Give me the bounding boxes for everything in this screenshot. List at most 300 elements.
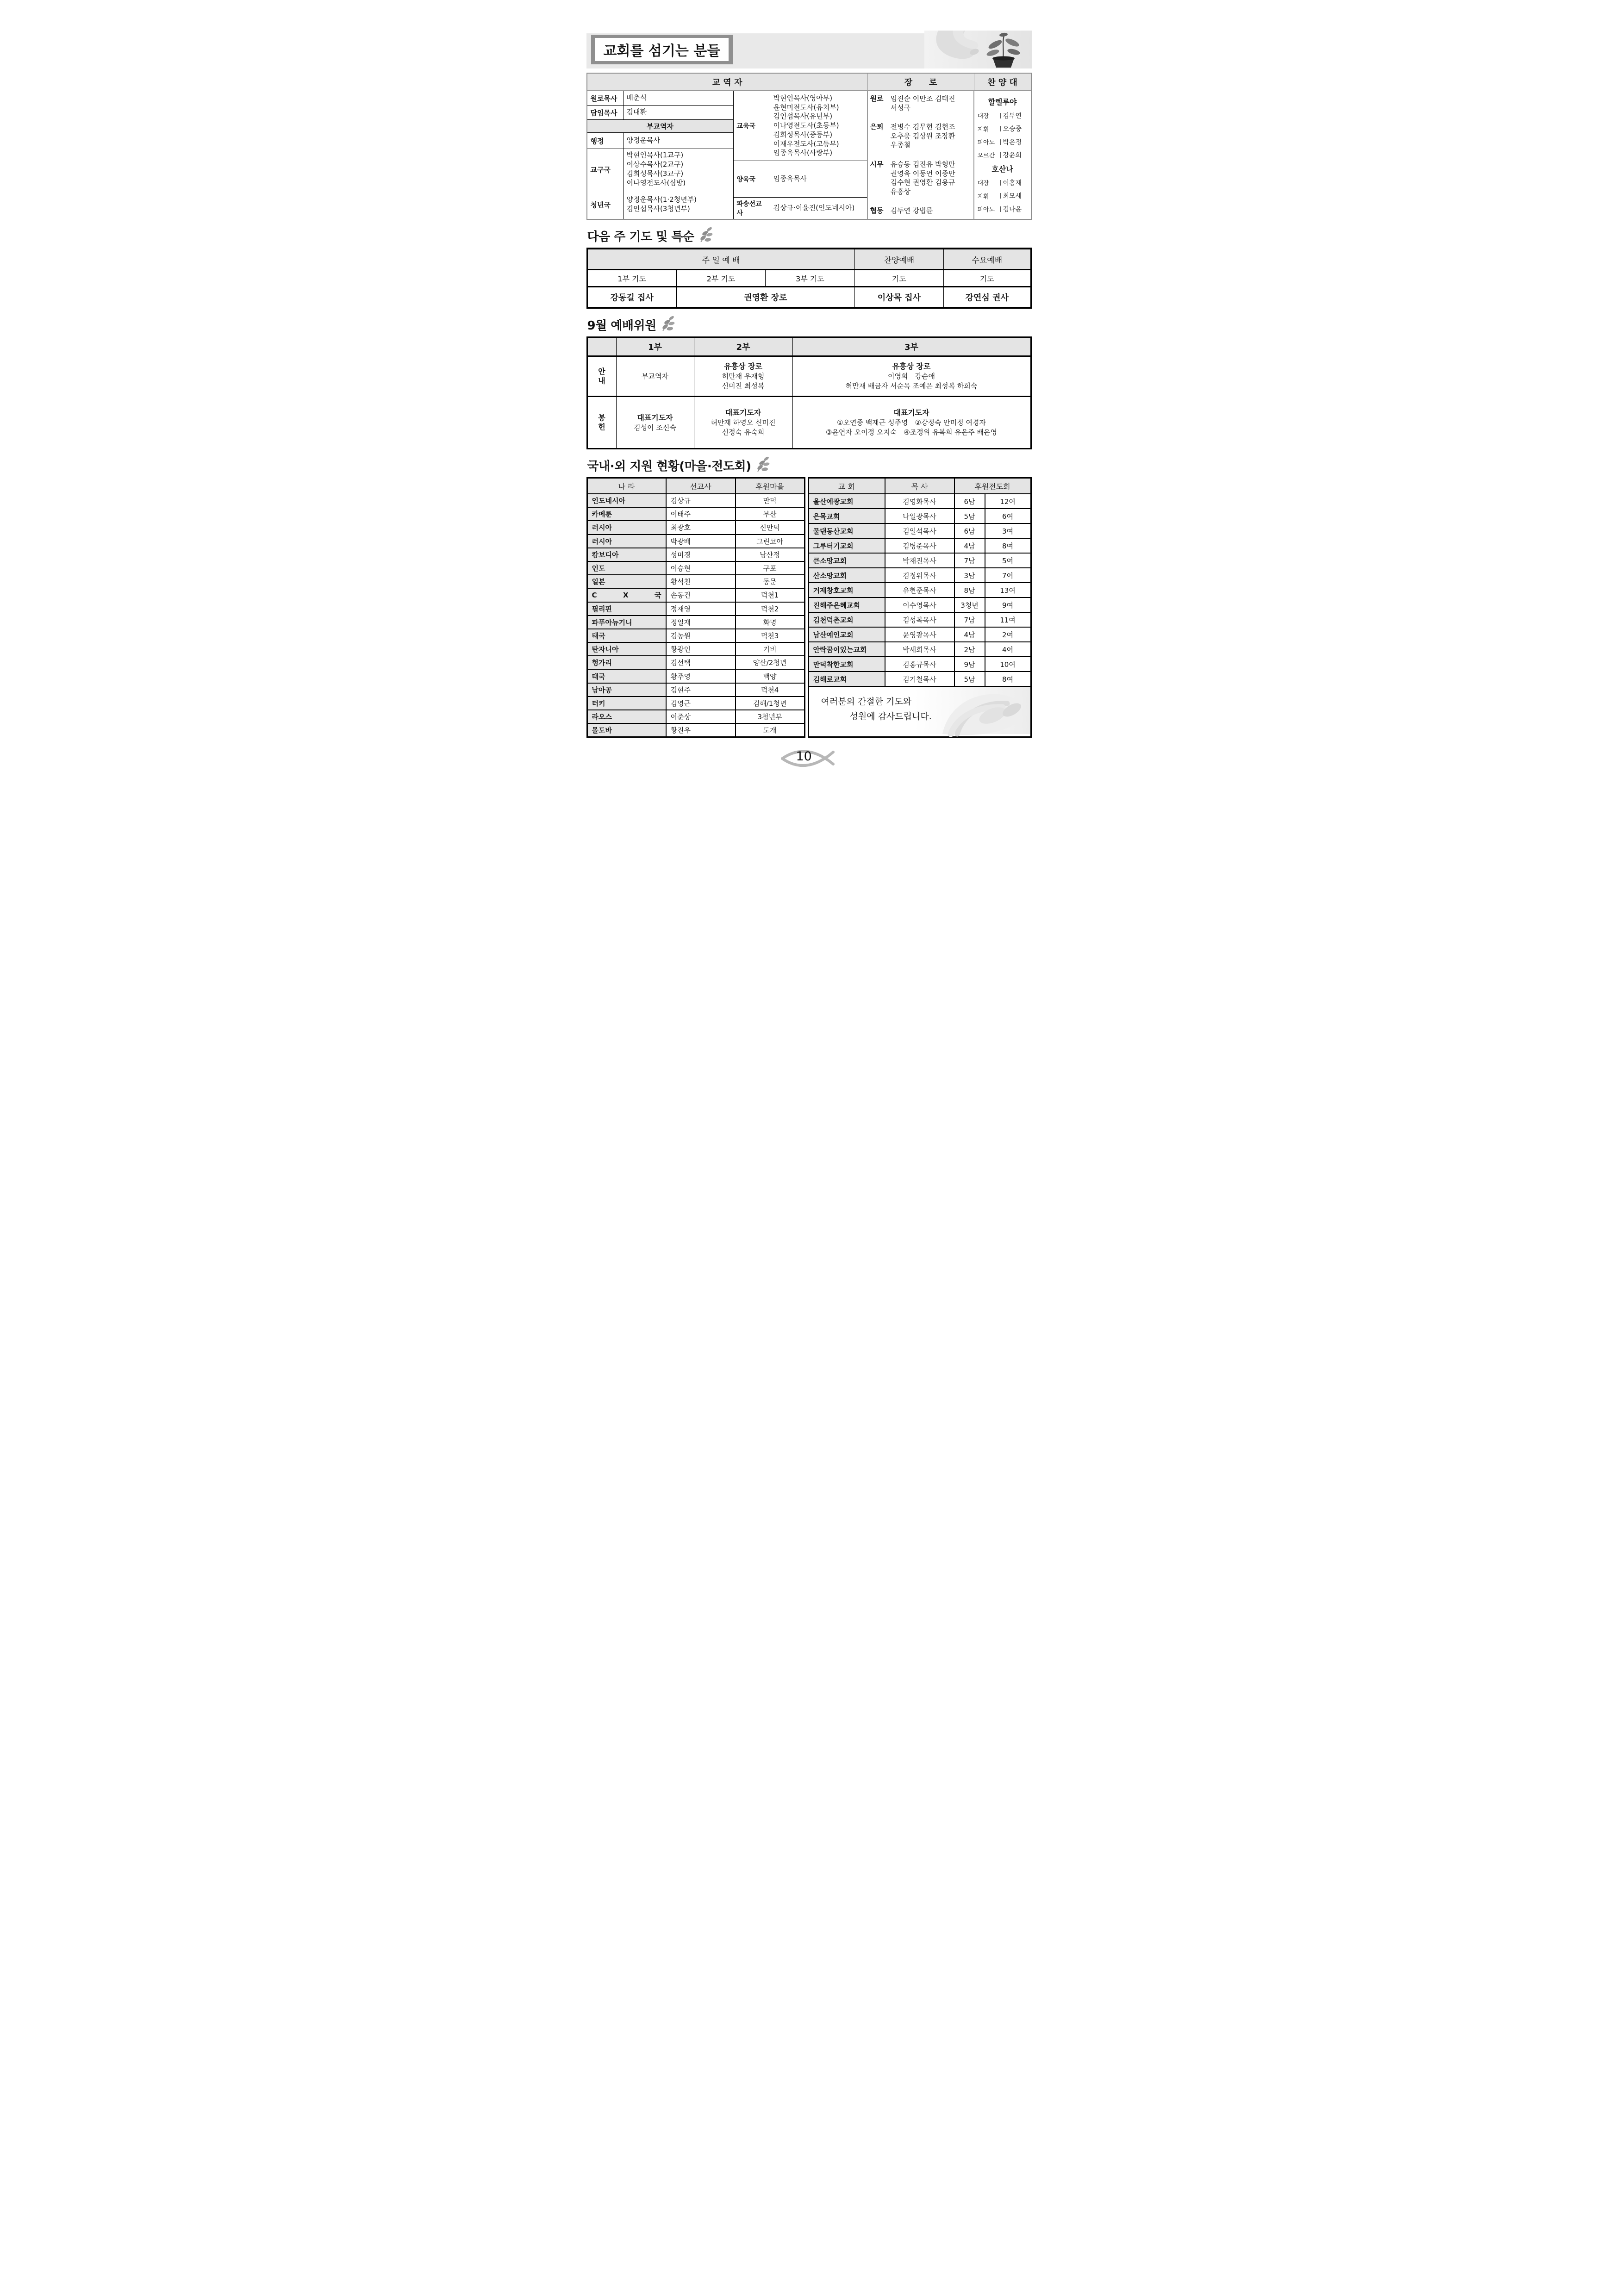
missionary-text: 박광배 [670, 537, 691, 546]
women-group-cell: 2여 [1002, 630, 1014, 639]
row-value [624, 149, 733, 190]
elder-group [870, 94, 971, 112]
church-text: 안락꿈이있는교회 [813, 645, 867, 654]
page-title: 교회를 섬기는 분들 [595, 38, 729, 61]
value-text: 양정운목사 [626, 136, 660, 145]
missionary-cell [667, 575, 736, 588]
thanks-line: 성원에 감사드립니다. [849, 711, 932, 722]
church-text: 은목교회 [813, 512, 840, 521]
missionary-header: 선교사 [667, 479, 736, 493]
label-text: 양육국 [736, 176, 756, 183]
country-text: 인도 [592, 564, 605, 573]
village-cell: 덕천4 [761, 685, 779, 694]
divider [1000, 152, 1001, 158]
row-label [587, 133, 624, 149]
church-cell [809, 554, 885, 567]
table-row [809, 554, 1030, 568]
part1-prayer-header: 1부 기도 [588, 270, 677, 286]
men-group-cell: 4남 [955, 628, 985, 641]
church-text: 그루터기교회 [813, 541, 854, 550]
choir-role-label: 지휘 [977, 193, 989, 200]
choir-member-name: 박은정 [1003, 138, 1022, 146]
staff-table-body [587, 91, 1031, 219]
table-row [809, 598, 1030, 613]
missionary-cell [667, 710, 736, 723]
village-cell: 화명 [763, 618, 777, 627]
country-text: 태국 [592, 672, 605, 681]
row-label [587, 149, 624, 190]
missionary-text: 황광인 [670, 645, 691, 654]
elder-group-label: 시무 [870, 160, 884, 169]
choir-group-name: 호산나 [991, 165, 1013, 174]
label-text: 원로목사 [590, 94, 617, 103]
praise-worship-header: 찬양예배 [855, 249, 944, 269]
value-line: 김인섭목사(3청년부) [626, 205, 690, 213]
village-cell: 3청년부 [757, 713, 782, 722]
part2-prayer-header: 2부 기도 [677, 270, 766, 286]
men-group-cell: 6남 [955, 524, 985, 538]
pastor-cell: 유현준목사 [885, 583, 955, 597]
choir-role-label: 피아노 [977, 206, 995, 214]
missionary-cell [667, 724, 736, 736]
guide-row [588, 357, 1030, 397]
choir-role-label: 대장 [977, 113, 989, 120]
choir-role-row [975, 191, 1030, 200]
pastor-cell: 나일광목사 [885, 509, 955, 523]
country-text: 터키 [592, 699, 605, 708]
country-text: 일본 [592, 578, 605, 586]
part2-header: 2부 [694, 338, 793, 355]
table-row [809, 672, 1030, 687]
row-value [624, 133, 733, 149]
men-group-cell: 5남 [955, 509, 985, 523]
cell-line: 부교역자 [642, 372, 668, 380]
label-text: 안내 [598, 367, 605, 385]
elder-group-label: 협동 [870, 206, 884, 215]
village-cell: 그린코아 [756, 537, 783, 546]
missionary-cell [667, 616, 736, 628]
country-text: 카메룬 [592, 510, 612, 519]
choir-member-name: 김두연 [1003, 112, 1022, 120]
choir-group-name: 할렐루야 [988, 98, 1017, 107]
choir-role-row [975, 111, 1030, 120]
elder-group [870, 160, 971, 196]
thanks-text [809, 687, 1030, 724]
hand-plant-photo [924, 31, 1032, 68]
men-group-cell: 6남 [955, 494, 985, 508]
country-text: 필리핀 [592, 604, 612, 613]
elders-header: 장 로 [868, 74, 974, 90]
missionary-text: 황진우 [670, 726, 691, 735]
women-group-cell: 13여 [1000, 586, 1016, 595]
section-title-text: 다음 주 기도 및 특순 [587, 230, 694, 244]
elder-group-label: 원로 [870, 94, 884, 103]
pastor-header: 목 사 [885, 479, 955, 493]
country-cell [588, 575, 667, 588]
value-line: 박현인목사(영아부) [773, 93, 833, 102]
missionary-text: 김선택 [670, 659, 691, 667]
men-group-cell: 3청년 [955, 598, 985, 612]
country-cell [588, 684, 667, 696]
choir-role-row [975, 150, 1030, 160]
choir-member-name: 강윤희 [1003, 151, 1022, 159]
divider [1000, 113, 1001, 118]
church-text: 울산예광교회 [813, 497, 854, 506]
pastor-cell: 김영화목사 [885, 494, 955, 508]
missionary-cell [667, 629, 736, 642]
september-committee-table [586, 336, 1032, 449]
missionary-cell [667, 656, 736, 669]
missionary-text: 김상규 [670, 497, 691, 505]
value-text: 임종옥목사 [773, 174, 807, 183]
country-cell [588, 710, 667, 723]
church-text: 남산예인교회 [813, 630, 854, 639]
sunday-worship-header: 주 일 예 배 [588, 249, 855, 269]
label-text: 청년국 [590, 200, 611, 209]
table-row [809, 642, 1030, 657]
women-group-cell: 8여 [1002, 541, 1014, 550]
country-cell [588, 616, 667, 628]
church-text: 거제창호교회 [813, 586, 854, 595]
row-label [587, 91, 624, 105]
table-row [588, 535, 804, 548]
part1-prayer-person: 강동길 집사 [588, 287, 677, 307]
value-line: 박현인목사(1교구) [626, 151, 684, 160]
cell-line: 허만재 하영오 신미진 [711, 418, 776, 427]
divider [1000, 206, 1001, 212]
elder-names: 김두연 강법륜 [890, 206, 933, 215]
table-row [588, 656, 804, 670]
women-group-cell: 6여 [1002, 512, 1014, 521]
table-row [809, 524, 1030, 539]
pastor-cell: 김일석목사 [885, 524, 955, 538]
country-text: 파푸아뉴기니 [592, 618, 632, 627]
missionary-text: 손동건 [670, 591, 691, 600]
cell-line: 신정숙 유숙희 [722, 428, 765, 437]
cell-head: 유흥상 장로 [724, 362, 762, 371]
women-group-cell: 3여 [1002, 527, 1014, 535]
village-cell: 덕천1 [761, 591, 779, 600]
church-cell [809, 524, 885, 538]
choir-member-name: 오승중 [1003, 125, 1022, 133]
pastor-cell: 김성복목사 [885, 613, 955, 627]
offering-row [588, 397, 1030, 448]
cell-head: 대표기도자 [725, 408, 761, 417]
value-line: 양정운목사(1·2청년부) [626, 195, 697, 204]
sponsor-group-header: 후원전도회 [974, 482, 1010, 491]
pastor-cell: 김정위목사 [885, 568, 955, 582]
missionary-text: 최광호 [670, 523, 691, 532]
table-row [588, 616, 804, 629]
country-text: 캄보디아 [592, 550, 619, 559]
country-text: 러시아 [592, 537, 612, 546]
men-group-cell: 9남 [955, 657, 985, 671]
country-header: 나 라 [588, 479, 667, 493]
choir-member-name: 김나윤 [1003, 205, 1022, 213]
choir-column [974, 91, 1031, 219]
church-text: 산소망교회 [813, 571, 847, 580]
missionary-text: 정일재 [670, 618, 691, 627]
value-text: 김대환 [626, 108, 647, 117]
missionary-text: 정재영 [670, 604, 691, 613]
bulletin-page [553, 0, 1062, 764]
church-cell [809, 642, 885, 656]
table-row [809, 613, 1030, 628]
label-text: 교구국 [590, 165, 611, 174]
table-row [809, 509, 1030, 524]
church-text: 김해로교회 [813, 675, 847, 684]
missionary-text: 황주영 [670, 672, 691, 681]
missionary-text: 김현주 [670, 685, 691, 694]
table-header-row [809, 479, 1030, 494]
table-row [588, 629, 804, 643]
page-title-box [591, 35, 733, 64]
missionary-cell [667, 508, 736, 520]
staff-table-header [587, 74, 1031, 91]
section-title-text: 국내·외 지원 현황(마을·전도회) [587, 460, 751, 473]
value-line: 김희성목사(3교구) [626, 169, 684, 178]
men-group-cell: 7남 [955, 613, 985, 627]
cell-head: 대표기도자 [893, 408, 929, 417]
village-cell: 부산 [763, 510, 777, 519]
hand-plant-illustration [924, 31, 1032, 68]
thanks-message-cell [809, 687, 1030, 734]
country-cell [588, 697, 667, 709]
country-cell [588, 629, 667, 642]
missionary-text: 이승현 [670, 564, 691, 573]
table-row [809, 539, 1030, 554]
missionary-cell [667, 603, 736, 615]
country-cell [588, 494, 667, 507]
cell-line: 허만재 배금자 서순옥 조예은 최성복 하희숙 [845, 382, 978, 391]
country-text: 러시아 [592, 523, 612, 532]
pastor-cell: 김기철목사 [885, 672, 955, 686]
leaf-icon [698, 226, 714, 243]
label-text: 담임목사 [590, 108, 617, 117]
choir-role-label: 대장 [977, 180, 989, 187]
country-cell [588, 603, 667, 615]
next-week-section-title [587, 226, 1032, 244]
country-cell [588, 508, 667, 520]
offering-part2-cell [694, 397, 793, 448]
missionary-text: 이준상 [670, 713, 691, 722]
part3-header: 3부 [904, 342, 918, 352]
wednesday-worship-header: 수요예배 [972, 255, 1003, 265]
offering-part1-cell [617, 397, 694, 448]
table-row [588, 521, 804, 535]
country-cell [588, 724, 667, 736]
part23-prayer-person: 권영환 장로 [677, 287, 855, 307]
men-group-cell: 4남 [955, 539, 985, 553]
wednesday-prayer-person: 강연심 권사 [965, 293, 1009, 303]
table-row [588, 603, 804, 616]
table-row [809, 494, 1030, 509]
praise-prayer-header: 기도 [855, 270, 944, 286]
label-text: 교육국 [736, 123, 756, 130]
church-cell [809, 657, 885, 671]
country-cell [588, 548, 667, 561]
country-cell [588, 670, 667, 682]
pastor-cell: 박세희목사 [885, 642, 955, 656]
missionary-cell [667, 494, 736, 507]
support-section-title [587, 455, 1032, 474]
village-cell: 만덕 [763, 497, 777, 505]
wednesday-prayer-header: 기도 [979, 274, 994, 283]
table-row [588, 508, 804, 521]
label-text: 행정 [590, 137, 604, 145]
country-text: 태국 [592, 631, 605, 640]
village-cell: 신만덕 [760, 523, 780, 532]
missionary-cell [667, 589, 736, 601]
label-text: 파송선교사 [736, 200, 762, 217]
table-row [588, 724, 804, 736]
page-number-marker [780, 744, 838, 772]
table-header-row [588, 249, 1030, 270]
table-row [587, 190, 733, 219]
country-text: 탄자니아 [592, 645, 619, 654]
table-row [809, 568, 1030, 583]
label-text: 봉헌 [598, 413, 605, 431]
page-number: 10 [796, 749, 812, 764]
village-cell: 덕천2 [761, 604, 779, 613]
missionary-cell [667, 548, 736, 561]
men-group-cell: 3남 [955, 568, 985, 582]
women-group-cell: 11여 [1000, 616, 1016, 624]
village-cell: 기비 [763, 645, 777, 654]
choir-header: 찬 양 대 [987, 78, 1017, 87]
country-cell [588, 656, 667, 669]
part1-header: 1부 [617, 338, 694, 355]
page-header-band [586, 33, 1032, 68]
cell-head: 유흥상 장로 [892, 362, 931, 371]
country-text: C X 국 [592, 591, 661, 600]
women-group-cell: 7여 [1002, 571, 1014, 580]
table-value-row [588, 287, 1030, 307]
value-line: 윤현미전도사(유치부) [773, 103, 839, 112]
church-text: 만덕착한교회 [813, 660, 854, 669]
ministers-elders-choir-table [586, 73, 1032, 220]
village-header: 후원마을 [755, 482, 784, 491]
cell-line: ③윤연자 오이정 오지숙 ④조정위 유복희 유은주 배은영 [825, 428, 998, 437]
choir-member-name: 최모세 [1003, 193, 1022, 200]
elder-group [870, 206, 971, 216]
elder-group-label: 은퇴 [870, 123, 884, 131]
table-row [588, 562, 804, 575]
village-cell: 남산정 [760, 550, 780, 559]
table-row [734, 198, 867, 219]
divider [1000, 180, 1001, 186]
row-label [587, 190, 624, 219]
country-text: 남아공 [592, 685, 612, 694]
women-group-cell: 4여 [1002, 645, 1014, 654]
church-text: 김천덕촌교회 [813, 616, 854, 624]
september-section-title [587, 315, 1032, 333]
guide-part3-cell [793, 357, 1030, 396]
row-value [624, 190, 733, 219]
choir-role-row [975, 178, 1030, 187]
table-subheader-row [588, 270, 1030, 287]
table-row [809, 583, 1030, 598]
table-row [734, 91, 867, 161]
row-label [587, 106, 624, 119]
ministers-header: 교 역 자 [587, 74, 868, 90]
empty-header-cell [588, 338, 617, 355]
church-cell [809, 613, 885, 627]
choir-member-name: 이홍재 [1003, 179, 1022, 187]
row-label [734, 91, 770, 161]
missionary-cell [667, 562, 736, 574]
missions-table [586, 477, 805, 738]
divider [1000, 126, 1001, 131]
missionary-cell [667, 643, 736, 655]
country-cell [588, 535, 667, 548]
table-header-row [588, 479, 804, 494]
village-cell: 양산/2청년 [753, 659, 787, 667]
row-value [770, 161, 867, 197]
choir-role-row [975, 137, 1030, 147]
guide-part1-cell [617, 357, 694, 396]
church-cell [809, 509, 885, 523]
missionary-text: 황석천 [670, 578, 691, 586]
table-row [587, 106, 733, 120]
thanks-line: 여러분의 간절한 기도와 [821, 697, 912, 707]
value-text: 배춘식 [626, 93, 647, 102]
women-group-cell: 12여 [1000, 497, 1016, 506]
cell-line: 신미진 최성복 [722, 382, 765, 391]
table-row [588, 494, 804, 508]
men-group-cell: 7남 [955, 554, 985, 567]
guide-row-label [588, 357, 617, 396]
women-group-cell: 8여 [1002, 675, 1014, 684]
elder-names: 유승동 김진유 박형만 권영욱 이동언 이종만 김수현 권영환 김용규 유흥상 [890, 160, 955, 196]
missionary-text: 성미경 [670, 550, 691, 559]
village-cell: 동문 [763, 578, 777, 586]
value-text: 김상규·이윤진(인도네시아) [773, 204, 855, 212]
church-cell [809, 568, 885, 582]
value-line: 이상수목사(2교구) [626, 160, 684, 169]
offering-row-label [588, 397, 617, 448]
women-group-cell: 9여 [1002, 601, 1014, 610]
village-cell: 김해/1청년 [753, 699, 787, 708]
church-cell [809, 598, 885, 612]
table-row [588, 670, 804, 683]
missionary-cell [667, 670, 736, 682]
pastor-cell: 김홍규목사 [885, 657, 955, 671]
row-value [624, 91, 733, 105]
men-group-cell: 2남 [955, 642, 985, 656]
men-group-cell: 8남 [955, 583, 985, 597]
village-cell: 덕천3 [761, 631, 779, 640]
table-row [809, 628, 1030, 642]
table-row [734, 161, 867, 198]
table-row [809, 657, 1030, 672]
table-row [588, 643, 804, 656]
table-row [587, 133, 733, 149]
next-week-table [586, 248, 1032, 309]
church-cell [809, 583, 885, 597]
elder-names: 전병수 김무현 김현조 오추웅 김상원 조장환 우종철 [890, 123, 955, 149]
support-tables [586, 477, 1032, 738]
table-row [588, 710, 804, 724]
table-row [588, 697, 804, 710]
pastor-cell: 이수영목사 [885, 598, 955, 612]
church-header: 교 회 [809, 479, 885, 493]
table-row [588, 684, 804, 697]
divider [1000, 193, 1001, 199]
village-cell: 백양 [763, 672, 777, 681]
country-text: 헝가리 [592, 659, 612, 667]
village-cell: 구포 [763, 564, 777, 573]
